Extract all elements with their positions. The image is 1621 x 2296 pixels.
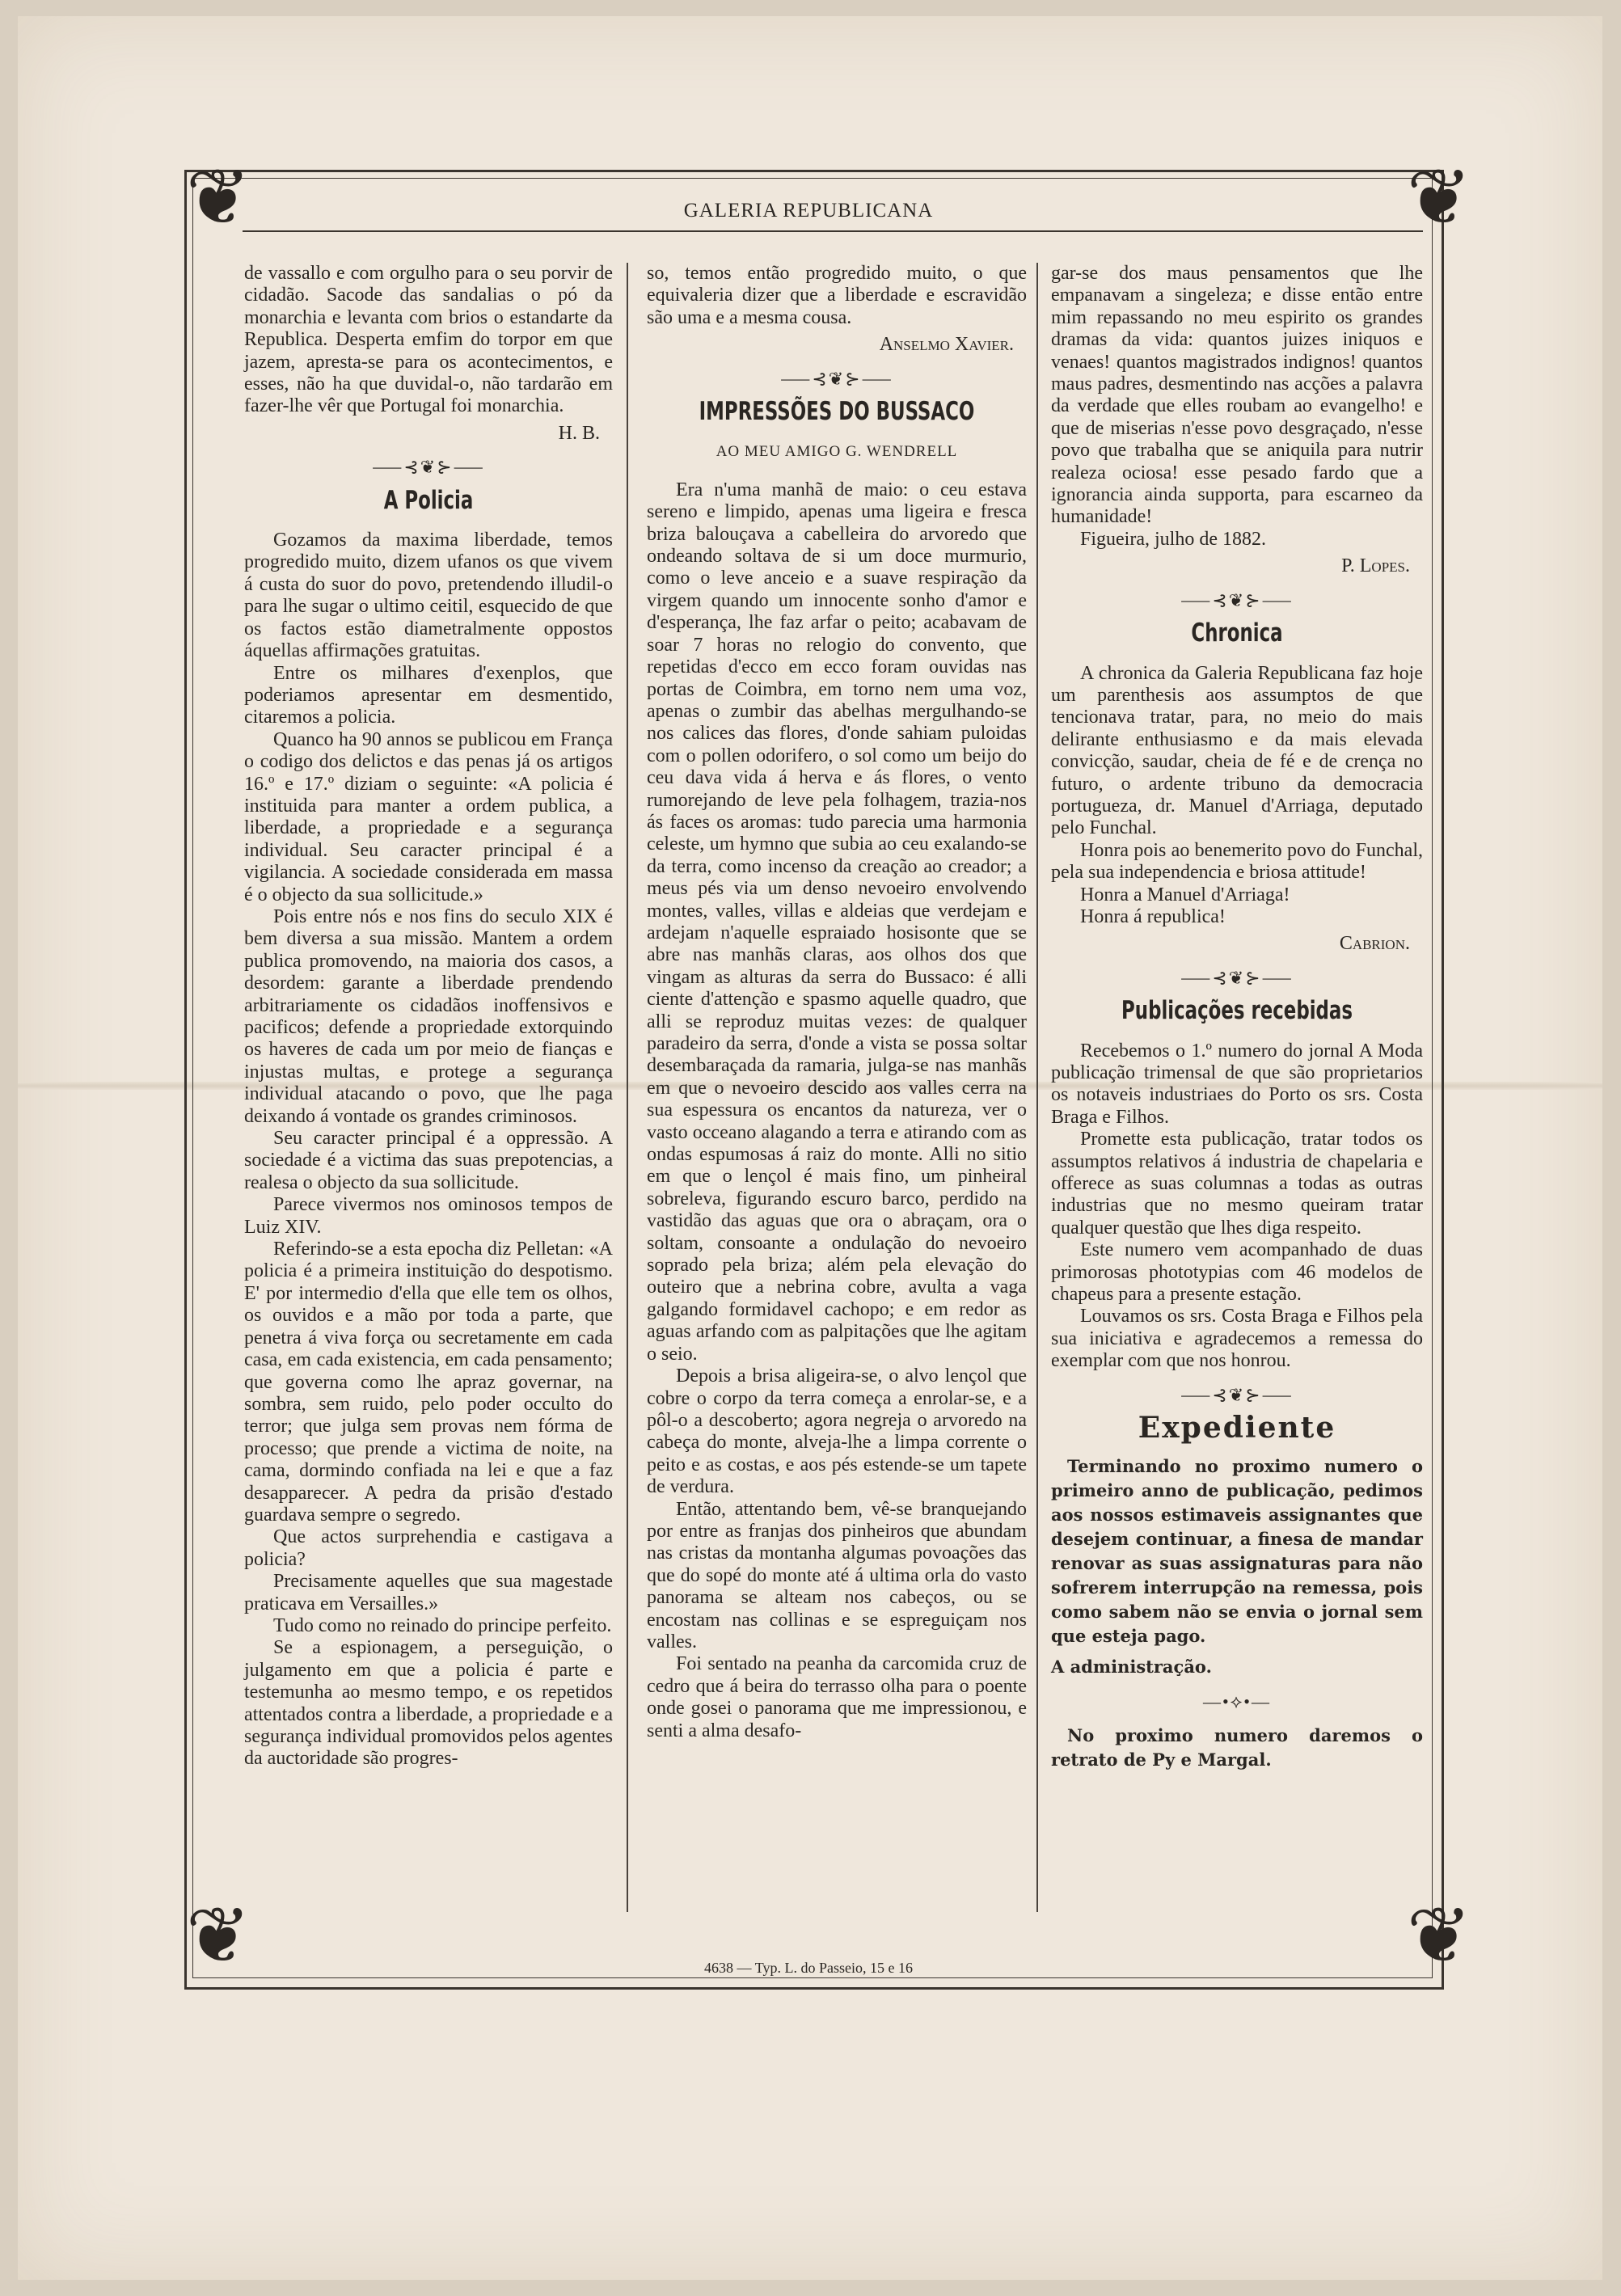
col3-paragraph: A chronica da Galeria Republicana faz hoje um parenthesis aos assumptos de que tencionava tratar, para, no meio do mais delirante enthusiasmo e da mais elevada convicção, saudar, cheia de fé e de crença no futuro, o ardente tribuno da democracia portugueza, dr. Manuel d'Arriaga, deputado pelo Funchal. [1051,662,1423,839]
col1-paragraph: de vassallo e com orgulho para o seu porvir de cidadão. Sacode das sandalias o pó da monarchia e levanta com brios o estandarte da Republica. Desperta emfim do torpor em que jazem, apresta-se para os acontecimentos, e esses, não ha que duvidal-o, não tardarão em fazer-lhe vêr que Portugal foi monarchia. [244,263,613,417]
col1-paragraph: Gozamos da maxima liberdade, temos progredido muito, dizem ufanos os que vivem á custa do suor do povo, pretendendo illudil-o para lhe sugar o ultimo ceitil, esquecido de que os factos estão diametralmente oppostos áquellas affirmações gratuitas. [244,530,613,662]
col3-paragraph: Honra a Manuel d'Arriaga! [1080,884,1290,905]
col1-paragraph: Quanco ha 90 annos se publicou em França o codigo dos delictos e das penas já os artigos 16.º e 17.º diziam o seguinte: «A policia é instituida para manter a ordem publica, a liberdade, a propriedade e a segurança individual. Seu caracter principal é a vigilancia. A sociedade considerada em massa é o objecto da sua sollicitude.» [244,728,613,905]
col1-paragraph: Seu caracter principal é a oppressão. A sociedade é a victima das suas prepotencias, a realesa o objecto da sua sollicitude. [244,1128,613,1193]
col3-paragraph: Honra pois ao benemerito povo do Funchal, pela sua independencia e briosa attitude! [1051,839,1423,884]
divider-ornament: ⸺⊰❦⊱⸺ [1180,1384,1294,1405]
col2-paragraph: Foi sentado na peanha da carcomida cruz de cedro que á beira do terrasso olha para o poente onde gosei o panorama que me impressionou, e senti a alma desafo- [647,1653,1027,1741]
article-dedication: AO MEU AMIGO G. WENDRELL [716,443,958,461]
printer-imprint: 4638 — Typ. L. do Passeio, 15 e 16 [704,1960,913,1976]
section-title-chronica: Chronica [1191,618,1283,648]
corner-ornament-bottom-right: ❦ [1406,1893,1472,1979]
signature-p-lopes: P. Lopes. [1341,555,1410,577]
column-1 [244,263,613,1771]
col3-paragraph: gar-se dos maus pensamentos que lhe empanavam a singeleza; e disse então entre mim repassando no meu espirito os grandes dramas da vida: quantos juizes iniquos e venaes! quantos magistrados indignos! quantos maus padres, desmentindo nas acções a palavra da verdade que elles roubam ao evangelho! e que de miserias n'esse povo desgraçado, n'esse povo que trabalha que se aniquila para nutrir realeza ociosa! esse pesado fardo que a ignorancia ainda supporta, para escarneo da humanidade! [1051,263,1423,528]
divider-ornament: ⸺⊰❦⊱⸺ [372,457,485,478]
signature-hb: H. B. [558,422,600,444]
running-header-title: GALERIA REPUBLICANA [683,200,934,222]
col2-paragraph: so, temos então progredido muito, o que equivaleria dizer que a liberdade e escravidão são uma e a mesma cousa. [647,263,1027,328]
next-issue-notice: No proximo numero daremos o retrato de Py e Margal. [1051,1724,1423,1770]
section-title-expediente: Expediente [1138,1411,1336,1446]
col3-paragraph: Promette esta publicação, tratar todos os assumptos relativos á industria de chapelaria e offerece as suas columnas a todas as outras industrias que no mesmo queiram tratar qualquer questão que lhes diga respeito. [1051,1129,1423,1239]
col2-paragraph: Depois a brisa aligeira-se, o alvo lençol que cobre o corpo da terra começa a enrolar-se, e a pôl-o a descoberto; agora negreja o arvoredo na cabeça do monte, alveja-lhe a limpa corrente o peito e as costas, e aos pés estende-se um tapete de verdura. [647,1365,1027,1498]
col1-paragraph: Se a espionagem, a perseguição, o julgamento em que a policia é parte e testemunha ao mesmo tempo, e os repetidos attentados contra a liberdade, a propriedade e a segurança individual promovidos pelos agentes da auctoridade são progres- [244,1637,613,1770]
column-rule-2 [1036,263,1038,1912]
signature-administracao: A administração. [1051,1656,1212,1677]
col3-paragraph: Honra á republica! [1080,905,1226,927]
col3-paragraph: Este numero vem acompanhado de duas primorosas phototypias com 46 modelos de chapeus para a presente estação. [1051,1239,1423,1306]
article-title-policia: A Policia [383,485,474,515]
header-rule [243,230,1423,232]
col2-paragraph: Então, attentando bem, vê-se branquejando por entre as franjas dos pinheiros que abundam nas cristas da montanha algumas povoações das que do sopé do monte até á ultima orla do vasto panorama se alteam nos cabeços, ou se encostam nas collinas e se espreguiçam nos valles. [647,1498,1027,1652]
column-3 [1051,263,1423,1772]
divider-ornament: ⸺⊰❦⊱⸺ [1180,967,1294,988]
signature-anselmo-xavier: Anselmo Xavier. [879,334,1014,356]
expediente-notice: Terminando no proximo numero o primeiro anno de publicação, pedimos aos nossos estimaveis assignantes que desejem continuar, a finesa de mandar renovar as suas assignaturas para não sofrerem interrupção na remessa, pois como sabem não se envia o jornal sem que esteja pago. [1051,1455,1423,1646]
small-divider: —•⟡•— [1203,1690,1271,1711]
col3-paragraph: Louvamos os srs. Costa Braga e Filhos pela sua iniciativa e agradecemos a remessa do exemplar com que nos honrou. [1051,1306,1423,1372]
col2-paragraph: Era n'uma manhã de maio: o ceu estava sereno e limpido, apenas uma ligeira e fresca briza balouçava a cabelleira do arvoredo que ondeando soltava de si um doce murmurio, como o leve anceio e a suave respiração da virgem quando um innocente sonho d'amor e d'esperança, lhe faz arfar o peito; acabavam de soar 7 horas no relogio do convento, que repetidas d'ecco em ecco foram ouvidas nas portas de Coimbra, em torno nem uma voz, apenas o zumbir das abelhas mergulhando-se nos calices das flores, d'onde sahiam puloidas com o pollen odorifero, o sol como um beijo do ceu dava vida á herva e ás flores, o vento rumorejando de leve pela folhagem, trazia-nos ás faces os aromas: tudo parecia uma harmonia celeste, um hymno que subia ao ceu exalando-se da terra, como incenso da creação ao creador; a meus pés via um denso nevoeiro envolvendo montes, valles, villas e aldeias que verdejam e ardejam n'aquelle espraiado hosisonte que se abre nas manhãs claras, aos olhos dos que vingam as alturas da serra do Bussaco: é alli ciente d'attenção e spasmo aquelle quadro, que alli se reproduz muitas vezes: de qualquer paradeiro da serra, d'onde a vista se possa soltar desembaraçada da ramaria, julga-se nas manhãs em que o nevoeiro descido aos valles cerra na sua espessura os encantos da natureza, ver o vasto occeano alagando a terra e atirando com as ondas espumosas á raiz do monte. Alli no sitio em que o lençol é mais fino, um pinheiral sobreleva, figurando escuro barco, perdido na vastidão das aguas que ora o abraçam, ora o soltam, consoante a ondulação do nevoeiro soprado pela briza; além pela elevação do outeiro que a nebrina cobre, avulta a vaga galgando formidavel cachopo; e em redor as aguas arfando com as palpitações que lhe agitam o seio. [647,479,1027,1365]
col1-paragraph: Pois entre nós e nos fins do seculo XIX é bem diversa a sua missão. Mantem a ordem publica promovendo, na maioria dos casos, a desordem: garante a liberdade prendendo arbitrariamente os cidadãos inoffensivos e pacificos; defende a propriedade extorquindo os haveres de cada um por meio de fianças e injustas multas, e protege a segurança individual atacando o povo, que lhe paga deixando á vontade os grandes criminosos. [244,905,613,1127]
column-2 [647,263,1027,1742]
corner-ornament-top-left: ❦ [185,154,251,241]
col3-paragraph: Recebemos o 1.º numero do jornal A Moda publicação trimensal de que são proprietarios os notaveis industriaes do Porto os srs. Costa Braga e Filhos. [1051,1040,1423,1128]
corner-ornament-bottom-left: ❦ [185,1893,251,1979]
section-title-publicacoes: Publicações recebidas [1121,996,1353,1026]
column-rule-1 [627,263,628,1912]
col1-paragraph: Precisamente aquelles que sua magestade praticava em Versailles.» [244,1571,613,1614]
col1-paragraph: Referindo-se a esta epocha diz Pelletan: «A policia é a primeira instituição do despotismo. E' por intermedio d'ella que elle tem os olhos, os ouvidos e a mão por toda a parte, que penetra á viva força ou secretamente em cada casa, em cada existencia, em cada pensamento; que governa como lhe apraz governar, na sombra, sem ruido, pelo poder occulto do terror; que julga sem provas nem fórma de processo; que prende a victima de noite, na cama, dormindo confiada na lei e que a faz desapparecer. A pedra da prisão d'estado guardava sempre o segredo. [244,1239,613,1526]
col1-paragraph: Entre os milhares d'exenplos, que poderiamos apresentar em desmentido, citaremos a policia. [244,662,613,728]
divider-ornament: ⸺⊰❦⊱⸺ [1180,589,1294,610]
col1-paragraph: Que actos surprehendia e castigava a policia? [244,1526,613,1570]
col1-paragraph: Parece vivermos nos ominosos tempos de Luiz XIV. [244,1194,613,1238]
col3-dateline: Figueira, julho de 1882. [1080,528,1266,550]
article-title-bussaco: IMPRESSÕES DO BUSSACO [699,397,975,427]
signature-cabrion: Cabrion. [1339,933,1410,955]
divider-ornament: ⸺⊰❦⊱⸺ [780,368,893,389]
corner-ornament-top-right: ❦ [1406,154,1472,241]
col1-paragraph: Tudo como no reinado do principe perfeito. [273,1614,612,1636]
